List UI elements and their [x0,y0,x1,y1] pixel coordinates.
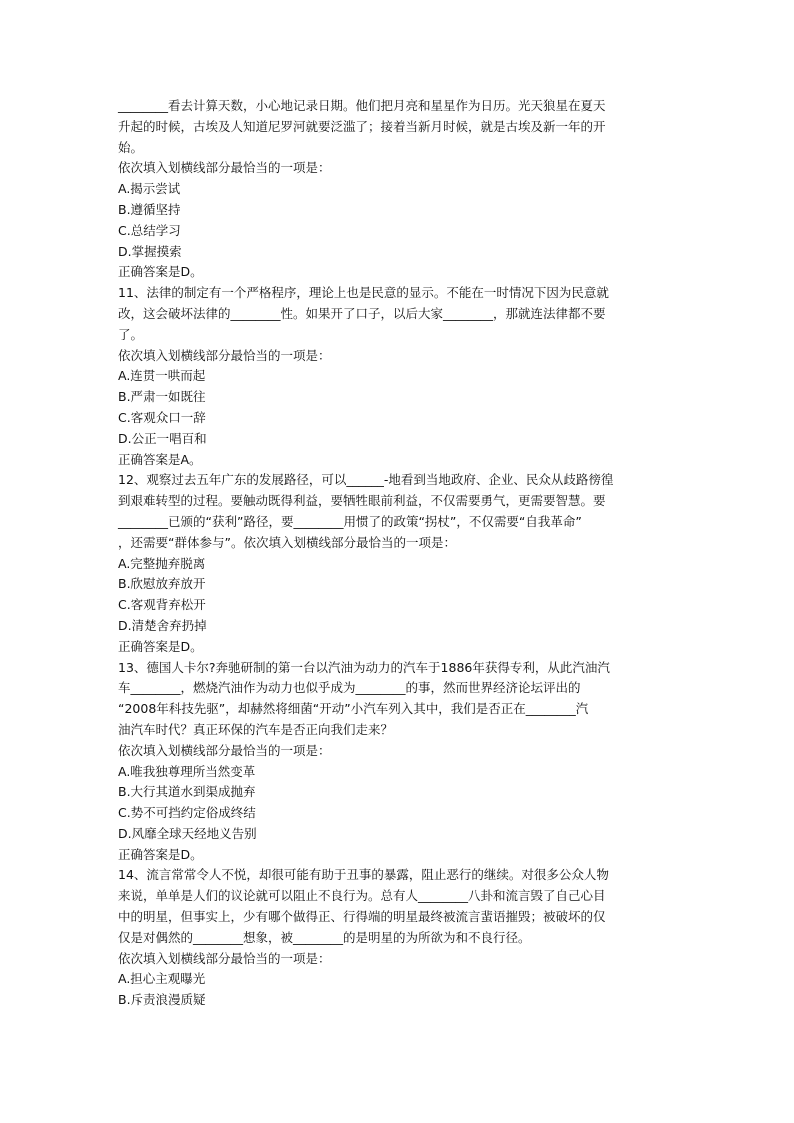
option-d: D.掌握摸索 [118,243,182,259]
option-c: C.客观背弃松开 [118,597,206,613]
text-line: ________看去计算天数，小心地记录日期。他们把月亮和星星作为日历。光天狼星在夏天 [118,98,606,113]
text-line: 升起的时候，古埃及人知道尼罗河就要泛滥了；接着当新月时候，就是古埃及新一年的开 [118,118,606,134]
question-11-text: 11、法律的制定有一个严格程序，理论上也是民意的显示。不能在一时情况下因为民意就 [118,285,609,301]
question-prompt: 依次填入划横线部分最恰当的一项是： [118,950,331,966]
question-14-text: 14、流言常常令人不悦，却很可能有助于丑事的暴露，阻止恶行的继续。对很多公众人物 [118,867,609,883]
question-14-text: 中的明星，但事实上，少有哪个做得正、行得端的明星最终被流言蜚语摧毁；被破坏的仅 [118,909,606,925]
option-c: C.客观众口一辞 [118,409,206,425]
option-b: B.遵循坚持 [118,201,181,217]
question-13-text: 13、德国人卡尔?奔驰研制的第一台以汽油为动力的汽车于1886年获得专利，从此汽油汽 [118,659,610,675]
option-b: B.严肃一如既往 [118,389,206,405]
question-12-text: ，还需要“群体参与”。依次填入划横线部分最恰当的一项是： [118,534,456,550]
option-a: A.担心主观曝光 [118,971,206,987]
option-a: A.揭示尝试 [118,181,181,197]
question-12-text: ________已颁的“获利”路径，要________用惯了的政策“拐杖”，不仅需要“自我革命” [118,513,582,529]
question-prompt: 依次填入划横线部分最恰当的一项是： [118,742,331,758]
question-11-text: 改，这会破坏法律的________性。如果开了口子，以后大家________，那就连法律都不要 [118,305,606,321]
question-14-text: 来说，单单是人们的议论就可以阻止不良行为。总有人________八卦和流言毁了自己心目 [118,888,606,904]
option-d: D.公正一唱百和 [118,430,207,446]
question-13-text: 车________，燃烧汽油作为动力也似乎成为________的事，然而世界经济论坛评出的 [118,680,581,696]
option-d: D.清楚舍弃扔掉 [118,617,207,633]
answer-line: 正确答案是D。 [118,264,203,280]
option-a: A.唯我独尊理所当然变革 [118,763,256,779]
answer-line: 正确答案是D。 [118,846,203,862]
option-c: C.势不可挡约定俗成终结 [118,805,256,821]
answer-line: 正确答案是D。 [118,638,203,654]
question-11-text: 了。 [118,326,144,342]
question-prompt: 依次填入划横线部分最恰当的一项是： [118,347,331,363]
text-line: 始。 [118,139,144,155]
question-12-text: 到艰难转型的过程。要触动既得利益，要牺牲眼前利益，不仅需要勇气，更需要智慧。要 [118,493,606,509]
option-d: D.风靡全球天经地义告别 [118,825,257,841]
question-14-text: 仅是对偶然的________想象，被________的是明星的为所欲为和不良行径。 [118,929,531,945]
option-a: A.连贯一哄而起 [118,368,206,384]
answer-line: 正确答案是A。 [118,451,202,467]
option-b: B.欣慰放弃放开 [118,576,206,592]
question-13-text: 油汽车时代？真正环保的汽车是否正向我们走来？ [118,721,394,737]
option-b: B.大行其道水到渠成抛弃 [118,784,256,800]
option-b: B.斥责浪漫质疑 [118,992,206,1008]
question-prompt: 依次填入划横线部分最恰当的一项是： [118,160,331,176]
document-body [118,96,678,1011]
question-12-text: 12、观察过去五年广东的发展路径，可以______-地看到当地政府、企业、民众从歧路徬徨 [118,472,614,488]
option-c: C.总结学习 [118,222,181,238]
question-13-text: “2008年科技先驱”，却赫然将细菌“开动”小汽车列入其中，我们是否正在________汽 [118,701,589,717]
option-a: A.完整抛弃脱离 [118,555,206,571]
